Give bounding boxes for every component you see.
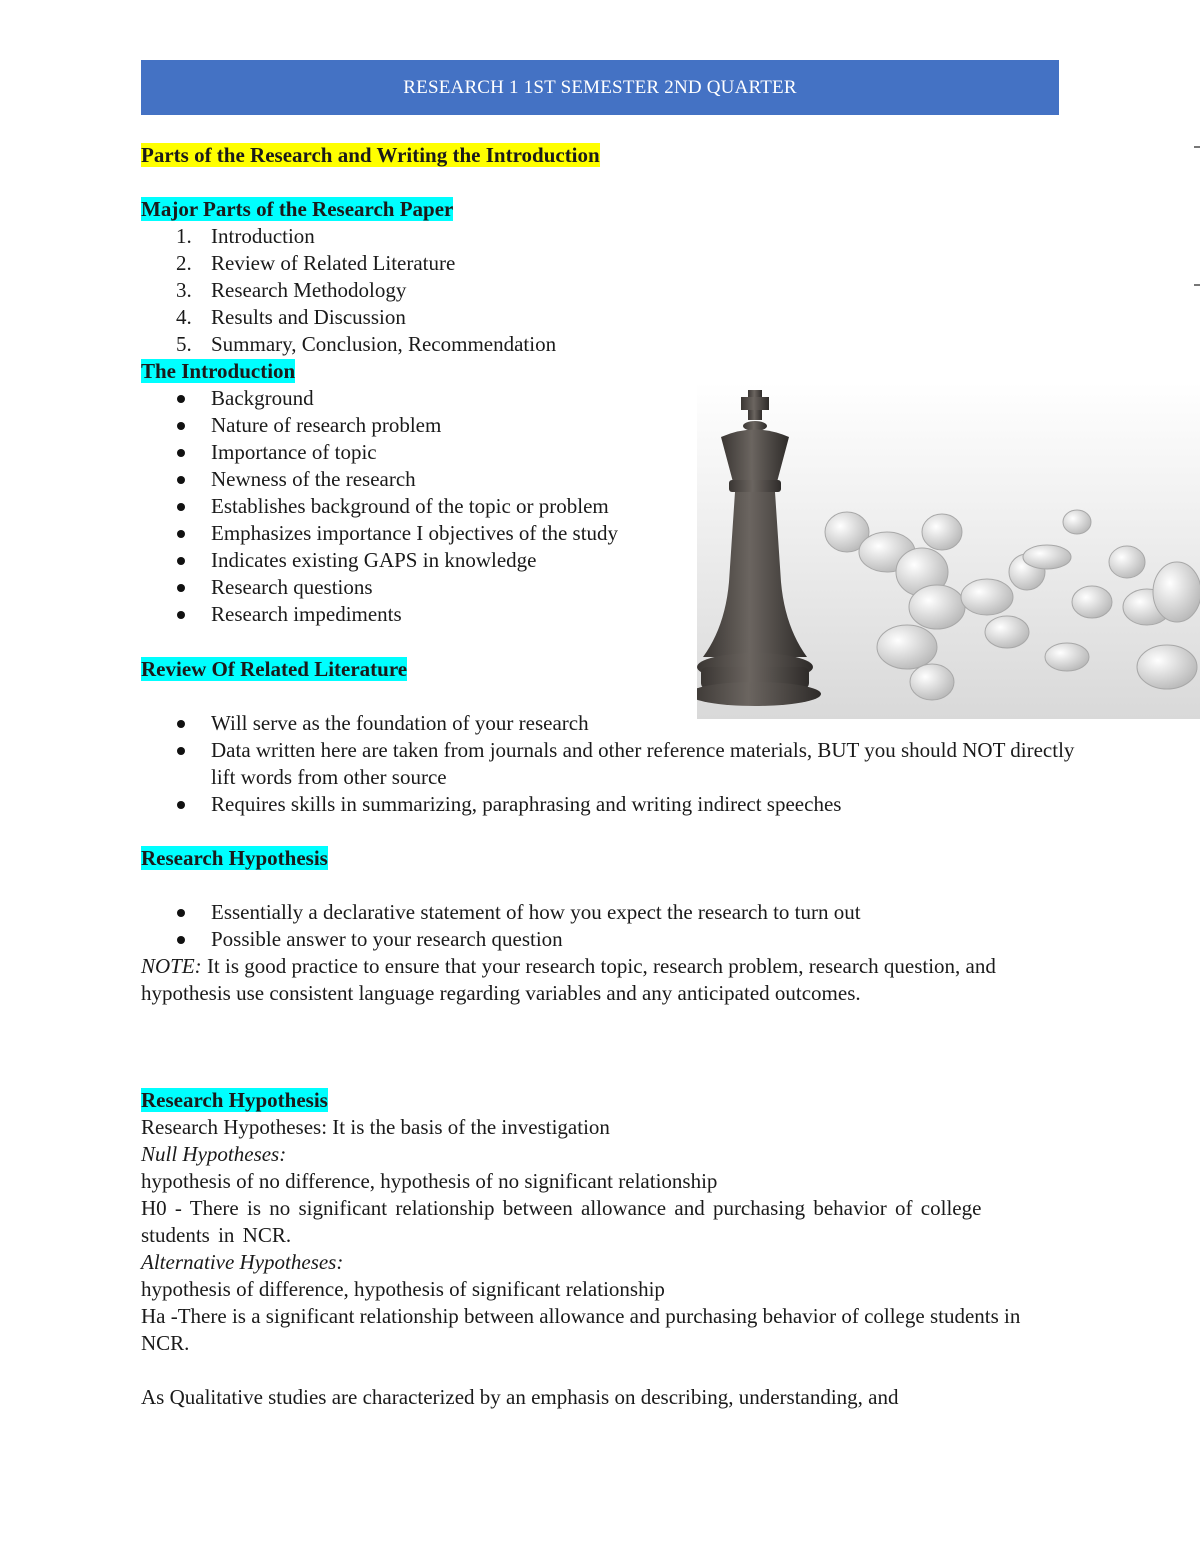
rrl-section — [141, 656, 1091, 818]
major-parts-heading: Major Parts of the Research Paper — [141, 197, 454, 221]
header-banner — [141, 60, 1059, 115]
introduction-heading: The Introduction — [141, 359, 296, 383]
alternative-definition: hypothesis of difference, hypothesis of significant relationship — [141, 1277, 665, 1301]
list-item: Establishes background of the topic or problem — [141, 493, 618, 520]
h0-statement: H0 - There is no significant relationship between allowance and purchasing behavior of college students in NCR. — [141, 1196, 982, 1247]
note-text: It is good practice to ensure that your research topic, research problem, research question, and hypothesis use consistent language regarding variables and any anticipated outcomes. — [141, 954, 996, 1005]
list-item: 4. Results and Discussion — [176, 305, 406, 329]
margin-mark — [1194, 146, 1200, 148]
list-item: 5. Summary, Conclusion, Recommendation — [176, 332, 557, 356]
list-item: Will serve as the foundation of your research — [141, 710, 1091, 737]
rrl-heading: Review Of Related Literature — [141, 657, 408, 681]
introduction-list — [141, 385, 618, 628]
null-label: Null Hypotheses: — [141, 1142, 287, 1166]
hypothesis-basis: Research Hypotheses: It is the basis of the investigation — [141, 1115, 610, 1139]
list-item: Possible answer to your research question — [141, 926, 1041, 953]
hypothesis-detail-heading: Research Hypothesis — [141, 1088, 328, 1112]
note-label: NOTE: — [141, 954, 202, 978]
note-paragraph — [141, 953, 1041, 1007]
list-item: 2. Review of Related Literature — [176, 251, 456, 275]
list-item: Research questions — [141, 574, 618, 601]
closing-paragraph: As Qualitative studies are characterized by an emphasis on describing, understanding, and — [141, 1385, 899, 1409]
list-item: Importance of topic — [141, 439, 618, 466]
list-item: Indicates existing GAPS in knowledge — [141, 547, 618, 574]
list-item: Requires skills in summarizing, paraphrasing and writing indirect speeches — [141, 791, 1091, 818]
list-item: Background — [141, 385, 618, 412]
list-item: Emphasizes importance I objectives of the study — [141, 520, 618, 547]
list-item: Data written here are taken from journals and other reference materials, BUT you should NOT directly lift words from other source — [141, 737, 1091, 791]
list-item: Newness of the research — [141, 466, 618, 493]
alternative-label: Alternative Hypotheses: — [141, 1250, 344, 1274]
ha-statement: Ha -There is a significant relationship between allowance and purchasing behavior of college students in NCR. — [141, 1304, 1021, 1355]
list-item: 3. Research Methodology — [176, 278, 407, 302]
margin-mark — [1194, 284, 1200, 286]
document-title-line — [141, 142, 600, 169]
banner-text: RESEARCH 1 1ST SEMESTER 2ND QUARTER — [403, 76, 797, 98]
rrl-list — [141, 710, 1091, 818]
list-item: Nature of research problem — [141, 412, 618, 439]
hypothesis-heading: Research Hypothesis — [141, 846, 328, 870]
hypothesis-section — [141, 845, 1041, 1007]
list-item: Research impediments — [141, 601, 618, 628]
list-item: 1. Introduction — [176, 224, 315, 248]
hypothesis-detail-section — [141, 1087, 1041, 1411]
null-definition: hypothesis of no difference, hypothesis of no significant relationship — [141, 1169, 718, 1193]
hypothesis-list — [141, 899, 1041, 953]
document-title: Parts of the Research and Writing the Introduction — [141, 143, 600, 167]
major-parts-list — [141, 223, 618, 358]
major-parts-section — [141, 196, 618, 628]
list-item: Essentially a declarative statement of how you expect the research to turn out — [141, 899, 1041, 926]
